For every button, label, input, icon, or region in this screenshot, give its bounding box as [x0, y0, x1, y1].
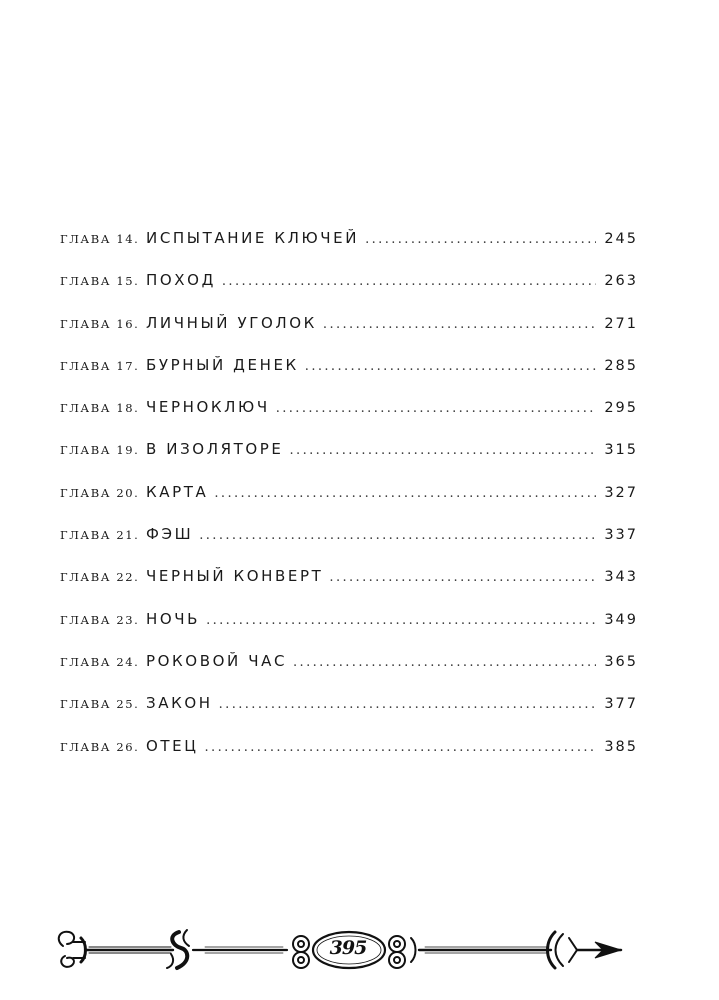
dot-leader — [214, 486, 596, 501]
dot-leader — [365, 232, 596, 247]
chapter-label: ГЛАВА 20. — [60, 485, 140, 500]
dot-leader — [219, 697, 597, 712]
dot-leader — [323, 317, 596, 332]
chapter-title: ОТЕЦ — [146, 736, 199, 755]
chapter-label: ГЛАВА 16. — [60, 316, 140, 331]
chapter-page-number: 315 — [604, 442, 638, 459]
chapter-page-number: 263 — [604, 273, 638, 290]
chapter-label: ГЛАВА 26. — [60, 739, 140, 754]
chapter-title: В ИЗОЛЯТОРЕ — [146, 440, 284, 459]
table-of-contents — [60, 229, 638, 779]
chapter-label: ГЛАВА 17. — [60, 358, 140, 373]
toc-entry[interactable] — [60, 525, 638, 567]
toc-entry[interactable] — [60, 483, 638, 525]
chapter-page-number: 377 — [604, 696, 638, 713]
chapter-label: ГЛАВА 18. — [60, 401, 140, 416]
toc-entry[interactable] — [60, 356, 638, 398]
chapter-page-number: 327 — [604, 484, 638, 501]
chapter-page-number: 271 — [604, 315, 638, 332]
dot-leader — [290, 443, 597, 458]
chapter-label: ГЛАВА 14. — [60, 232, 140, 246]
dot-leader — [293, 655, 596, 670]
toc-entry[interactable] — [60, 440, 638, 482]
toc-entry[interactable] — [60, 314, 638, 356]
chapter-title: ЗАКОН — [146, 694, 213, 713]
chapter-page-number: 385 — [604, 738, 638, 755]
chapter-title: ФЭШ — [146, 525, 194, 544]
dot-leader — [199, 528, 596, 543]
toc-entry[interactable] — [60, 737, 638, 779]
chapter-page-number: 245 — [604, 231, 638, 247]
chapter-label: ГЛАВА 19. — [60, 443, 140, 458]
chapter-title: КАРТА — [146, 482, 209, 501]
toc-entry[interactable] — [60, 229, 638, 271]
toc-entry[interactable] — [60, 610, 638, 652]
dot-leader — [276, 401, 597, 416]
chapter-label: ГЛАВА 15. — [60, 274, 140, 289]
toc-entry[interactable] — [60, 694, 638, 736]
chapter-page-number: 349 — [604, 611, 638, 628]
toc-entry[interactable] — [60, 652, 638, 694]
page-number: 395 — [329, 937, 367, 959]
chapter-label: ГЛАВА 21. — [60, 528, 140, 543]
chapter-page-number: 343 — [604, 569, 638, 586]
chapter-page-number: 285 — [604, 357, 638, 374]
chapter-title: ЧЕРНОКЛЮЧ — [146, 398, 270, 417]
chapter-page-number: 337 — [604, 527, 638, 544]
chapter-title: РОКОВОЙ ЧАС — [146, 651, 288, 670]
chapter-title: ПОХОД — [146, 271, 216, 290]
toc-entry[interactable] — [60, 398, 638, 440]
chapter-label: ГЛАВА 23. — [60, 612, 140, 627]
chapter-label: ГЛАВА 22. — [60, 570, 140, 585]
chapter-label: ГЛАВА 25. — [60, 697, 140, 712]
dot-leader — [222, 274, 596, 289]
dot-leader — [329, 570, 596, 585]
chapter-title: БУРНЫЙ ДЕНЕК — [146, 355, 299, 374]
toc-entry[interactable] — [60, 271, 638, 313]
chapter-title: ИСПЫТАНИЕ КЛЮЧЕЙ — [146, 229, 360, 247]
chapter-title: ЧЕРНЫЙ КОНВЕРТ — [146, 567, 324, 586]
chapter-label: ГЛАВА 24. — [60, 654, 140, 669]
dot-leader — [205, 740, 597, 755]
chapter-title: НОЧЬ — [146, 609, 201, 628]
dot-leader — [305, 359, 597, 374]
toc-entry[interactable] — [60, 567, 638, 609]
chapter-page-number: 365 — [604, 653, 638, 670]
chapter-title: ЛИЧНЫЙ УГОЛОК — [146, 313, 317, 332]
dot-leader — [206, 613, 596, 628]
chapter-page-number: 295 — [604, 400, 638, 417]
